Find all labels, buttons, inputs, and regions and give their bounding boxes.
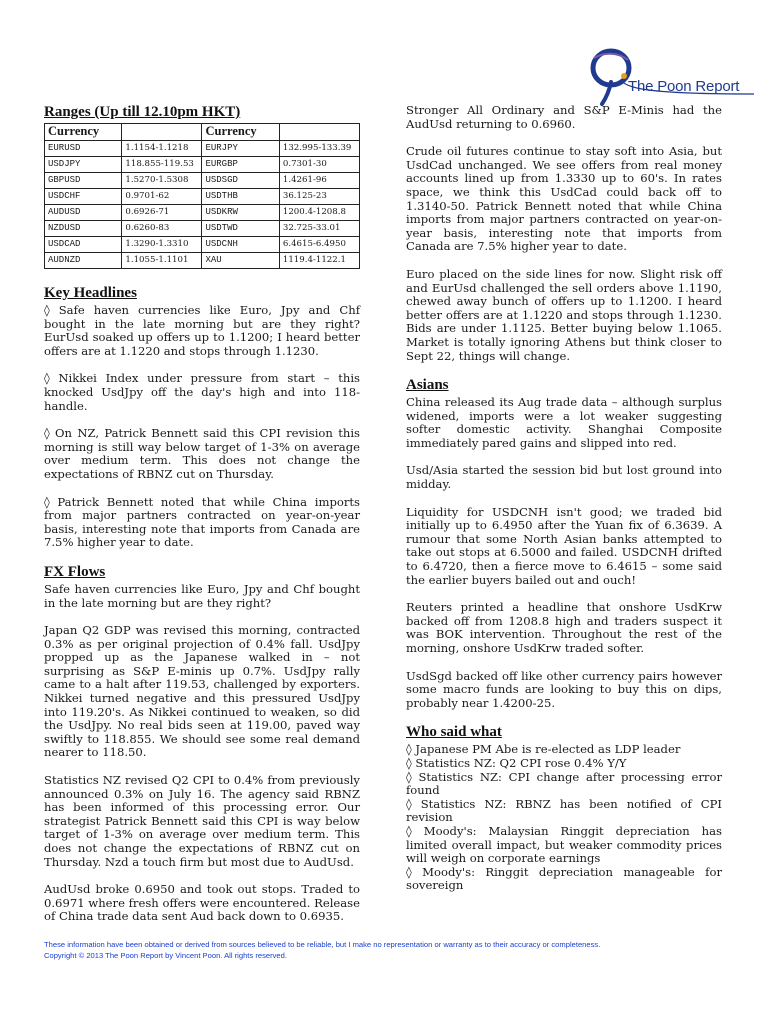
footer [44, 940, 754, 961]
range-value: 1.4261-96 [279, 173, 359, 189]
table-row [45, 221, 360, 237]
currency-pair: EURJPY [202, 141, 279, 157]
headline-paragraph: ◊ Safe haven currencies like Euro, Jpy and Chf bought in the late morning but are they right? EurUsd soaked up offers up to 1.1200; I heard better offers are at 1.1220 and stops through 1.1230. [44, 303, 360, 358]
fx-flows-paragraph: Euro placed on the side lines for now. Slight risk off and EurUsd challenged the sell orders above 1.1190, chewed away bunch of offers up to 1.1200. I heard better offers are at 1.1220 and stops through 1.1230. Bids are under 1.1125. Better buying below 1.1065. Market is totally ignoring Athens but think closer to Sept 22, things will change. [406, 266, 722, 363]
range-value: 1119.4-1122.1 [279, 253, 359, 269]
range-value: 6.4615-6.4950 [279, 237, 359, 253]
fx-flows-paragraph: Statistics NZ revised Q2 CPI to 0.4% from previously announced 0.3% on July 16. The agency said RBNZ has been informed of this processing error. Our strategist Patrick Bennett said this CPI is way below target of 1-3% on average over medium term. This does not change the expectations of RBNZ cut on Thursday. Nzd a touch firm but most due to AudUsd. [44, 773, 360, 869]
fx-flows-title: FX Flows [44, 563, 106, 580]
asians-paragraph: Liquidity for USDCNH isn't good; we traded bid initially up to 6.4950 after the Yuan fix of 6.3639. A rumour that some North Asian banks attempted to take out stops at 6.5000 and failed. USDCNH drifted to 6.4720, then a fierce move to 6.4615 – some said the earlier buyers bailed out and ouch! [406, 504, 722, 587]
currency-pair: EURGBP [202, 157, 279, 173]
ranges-title: Ranges (Up till 12.10pm HKT) [44, 104, 241, 120]
ranges-header-row [45, 124, 360, 141]
table-row [45, 157, 360, 173]
currency-pair: EURUSD [45, 141, 122, 157]
fx-flows-paragraph: AudUsd broke 0.6950 and took out stops. Traded to 0.6971 where fresh offers were encountered. Release of China trade data sent Aud back down to 0.6935. [44, 882, 360, 924]
currency-pair: AUDNZD [45, 253, 122, 269]
currency-pair: GBPUSD [45, 173, 122, 189]
fx-flows-paragraph: Crude oil futures continue to stay soft into Asia, but UsdCad unchanged. We see offers from real money accounts lined up from 1.3330 up to 60's. In rates space, we think this UsdCad could back off to 1.3140-50. Patrick Bennett noted that while China imports from major partners contracted on year-on-year basis, interesting note that imports from Canada are 7.5% higher year to date. [406, 144, 722, 254]
currency-pair: USDJPY [45, 157, 122, 173]
copyright-text: Copyright © 2013 The Poon Report by Vincent Poon. All rights reserved. [44, 950, 287, 960]
table-row [45, 237, 360, 253]
currency-pair: USDTHB [202, 189, 279, 205]
currency-pair: USDCNH [202, 237, 279, 253]
range-value: 36.125-23 [279, 189, 359, 205]
range-value: 1200.4-1208.8 [279, 205, 359, 221]
table-header [279, 124, 359, 141]
asians-paragraph: China released its Aug trade data – although surplus widened, imports were a lot weaker suggesting softer domestic activity. Shanghai Composite immediately pared gains and slipped into red. [406, 395, 722, 450]
asians-paragraph: Usd/Asia started the session bid but lost ground into midday. [406, 463, 722, 492]
who-said-item: ◊ Moody's: Malaysian Ringgit depreciation has limited overall impact, but weaker commodity prices will weigh on corporate earnings [406, 823, 722, 866]
poon-report-logo [584, 44, 760, 106]
headline-paragraph: ◊ Nikkei Index under pressure from start – this knocked UsdJpy off the day's high and into 118-handle. [44, 371, 360, 413]
table-row [45, 205, 360, 221]
currency-pair: USDTWD [202, 221, 279, 237]
table-row [45, 253, 360, 269]
who-said-item: ◊ Japanese PM Abe is re-elected as LDP leader [406, 742, 681, 757]
fx-flows-paragraph: Japan Q2 GDP was revised this morning, contracted 0.3% as per original projection of 0.4% fall. UsdJpy propped up as the Japanese walked in – not surprising as S&P E-minis up 0.7%. UsdJpy rally came to a halt after 119.53, challenged by exporters. Nikkei turned negative and this pressured UsdJpy into 119.20's. As Nikkei continued to weaken, so did the UsdJpy. No real bids seen at 119.00, paved way swiftly to 118.855. We should see some real demand nearer to 118.50. [44, 623, 360, 760]
who-said-item: ◊ Statistics NZ: CPI change after processing error found [406, 769, 722, 798]
range-value: 0.6926-71 [122, 205, 202, 221]
range-value: 1.1055-1.1101 [122, 253, 202, 269]
currency-pair: USDSGD [202, 173, 279, 189]
table-header: Currency [202, 124, 279, 141]
range-value: 1.5270-1.5308 [122, 173, 202, 189]
currency-pair: USDCAD [45, 237, 122, 253]
currency-pair: USDKRW [202, 205, 279, 221]
headline-paragraph: ◊ Patrick Bennett noted that while China imports from major partners contracted on year-on-year basis, interesting note that imports from Canada are 7.5% higher year to date. [44, 494, 360, 550]
currency-pair: AUDUSD [45, 205, 122, 221]
logo-text: The Poon Report [628, 78, 740, 95]
asians-paragraph: UsdSgd backed off like other currency pairs however some macro funds are looking to buy this on dips, probably near 1.4200-25. [406, 668, 722, 710]
table-header: Currency [45, 124, 122, 141]
table-row [45, 173, 360, 189]
range-value: 118.855-119.53 [122, 157, 202, 173]
ranges-table [44, 123, 360, 269]
table-header [122, 124, 202, 141]
range-value: 0.9701-62 [122, 189, 202, 205]
range-value: 0.6260-83 [122, 221, 202, 237]
logo-swirl-icon [584, 44, 760, 106]
left-column [44, 104, 360, 938]
disclaimer-text: These information have been obtained or derived from sources believed to be reliable, but I make no representation or warranty as to their accuracy or completeness. [44, 940, 601, 949]
headline-paragraph: ◊ On NZ, Patrick Bennett said this CPI revision this morning is still way below target of 1-3% on average over medium term. This does not change the expectations of RBNZ cut on Thursday. [44, 426, 360, 481]
currency-pair: XAU [202, 253, 279, 269]
fx-flows-paragraph: Safe haven currencies like Euro, Jpy and Chf bought in the late morning but are they right? [44, 581, 360, 610]
key-headlines-title: Key Headlines [44, 285, 137, 301]
who-said-what-title: Who said what [406, 724, 502, 741]
fx-flows-paragraph: Stronger All Ordinary and S&P E-Minis had the AudUsd returning to 0.6960. [406, 103, 722, 131]
who-said-item: ◊ Moody's: Ringgit depreciation manageable for sovereign [406, 864, 722, 893]
right-column [406, 104, 722, 893]
currency-pair: NZDUSD [45, 221, 122, 237]
range-value: 1.3290-1.3310 [122, 237, 202, 253]
who-said-item: ◊ Statistics NZ: Q2 CPI rose 0.4% Y/Y [406, 755, 627, 770]
range-value: 32.725-33.01 [279, 221, 359, 237]
who-said-item: ◊ Statistics NZ: RBNZ has been notified of CPI revision [406, 796, 722, 825]
currency-pair: USDCHF [45, 189, 122, 205]
range-value: 1.1154-1.1218 [122, 141, 202, 157]
table-row [45, 189, 360, 205]
range-value: 0.7301-30 [279, 157, 359, 173]
range-value: 132.995-133.39 [279, 141, 359, 157]
asians-paragraph: Reuters printed a headline that onshore UsdKrw backed off from 1208.8 high and traders suspect it was BOK intervention. Throughout the rest of the morning, onshore UsdKrw traded softer. [406, 600, 722, 655]
asians-title: Asians [406, 377, 449, 394]
table-row [45, 141, 360, 157]
